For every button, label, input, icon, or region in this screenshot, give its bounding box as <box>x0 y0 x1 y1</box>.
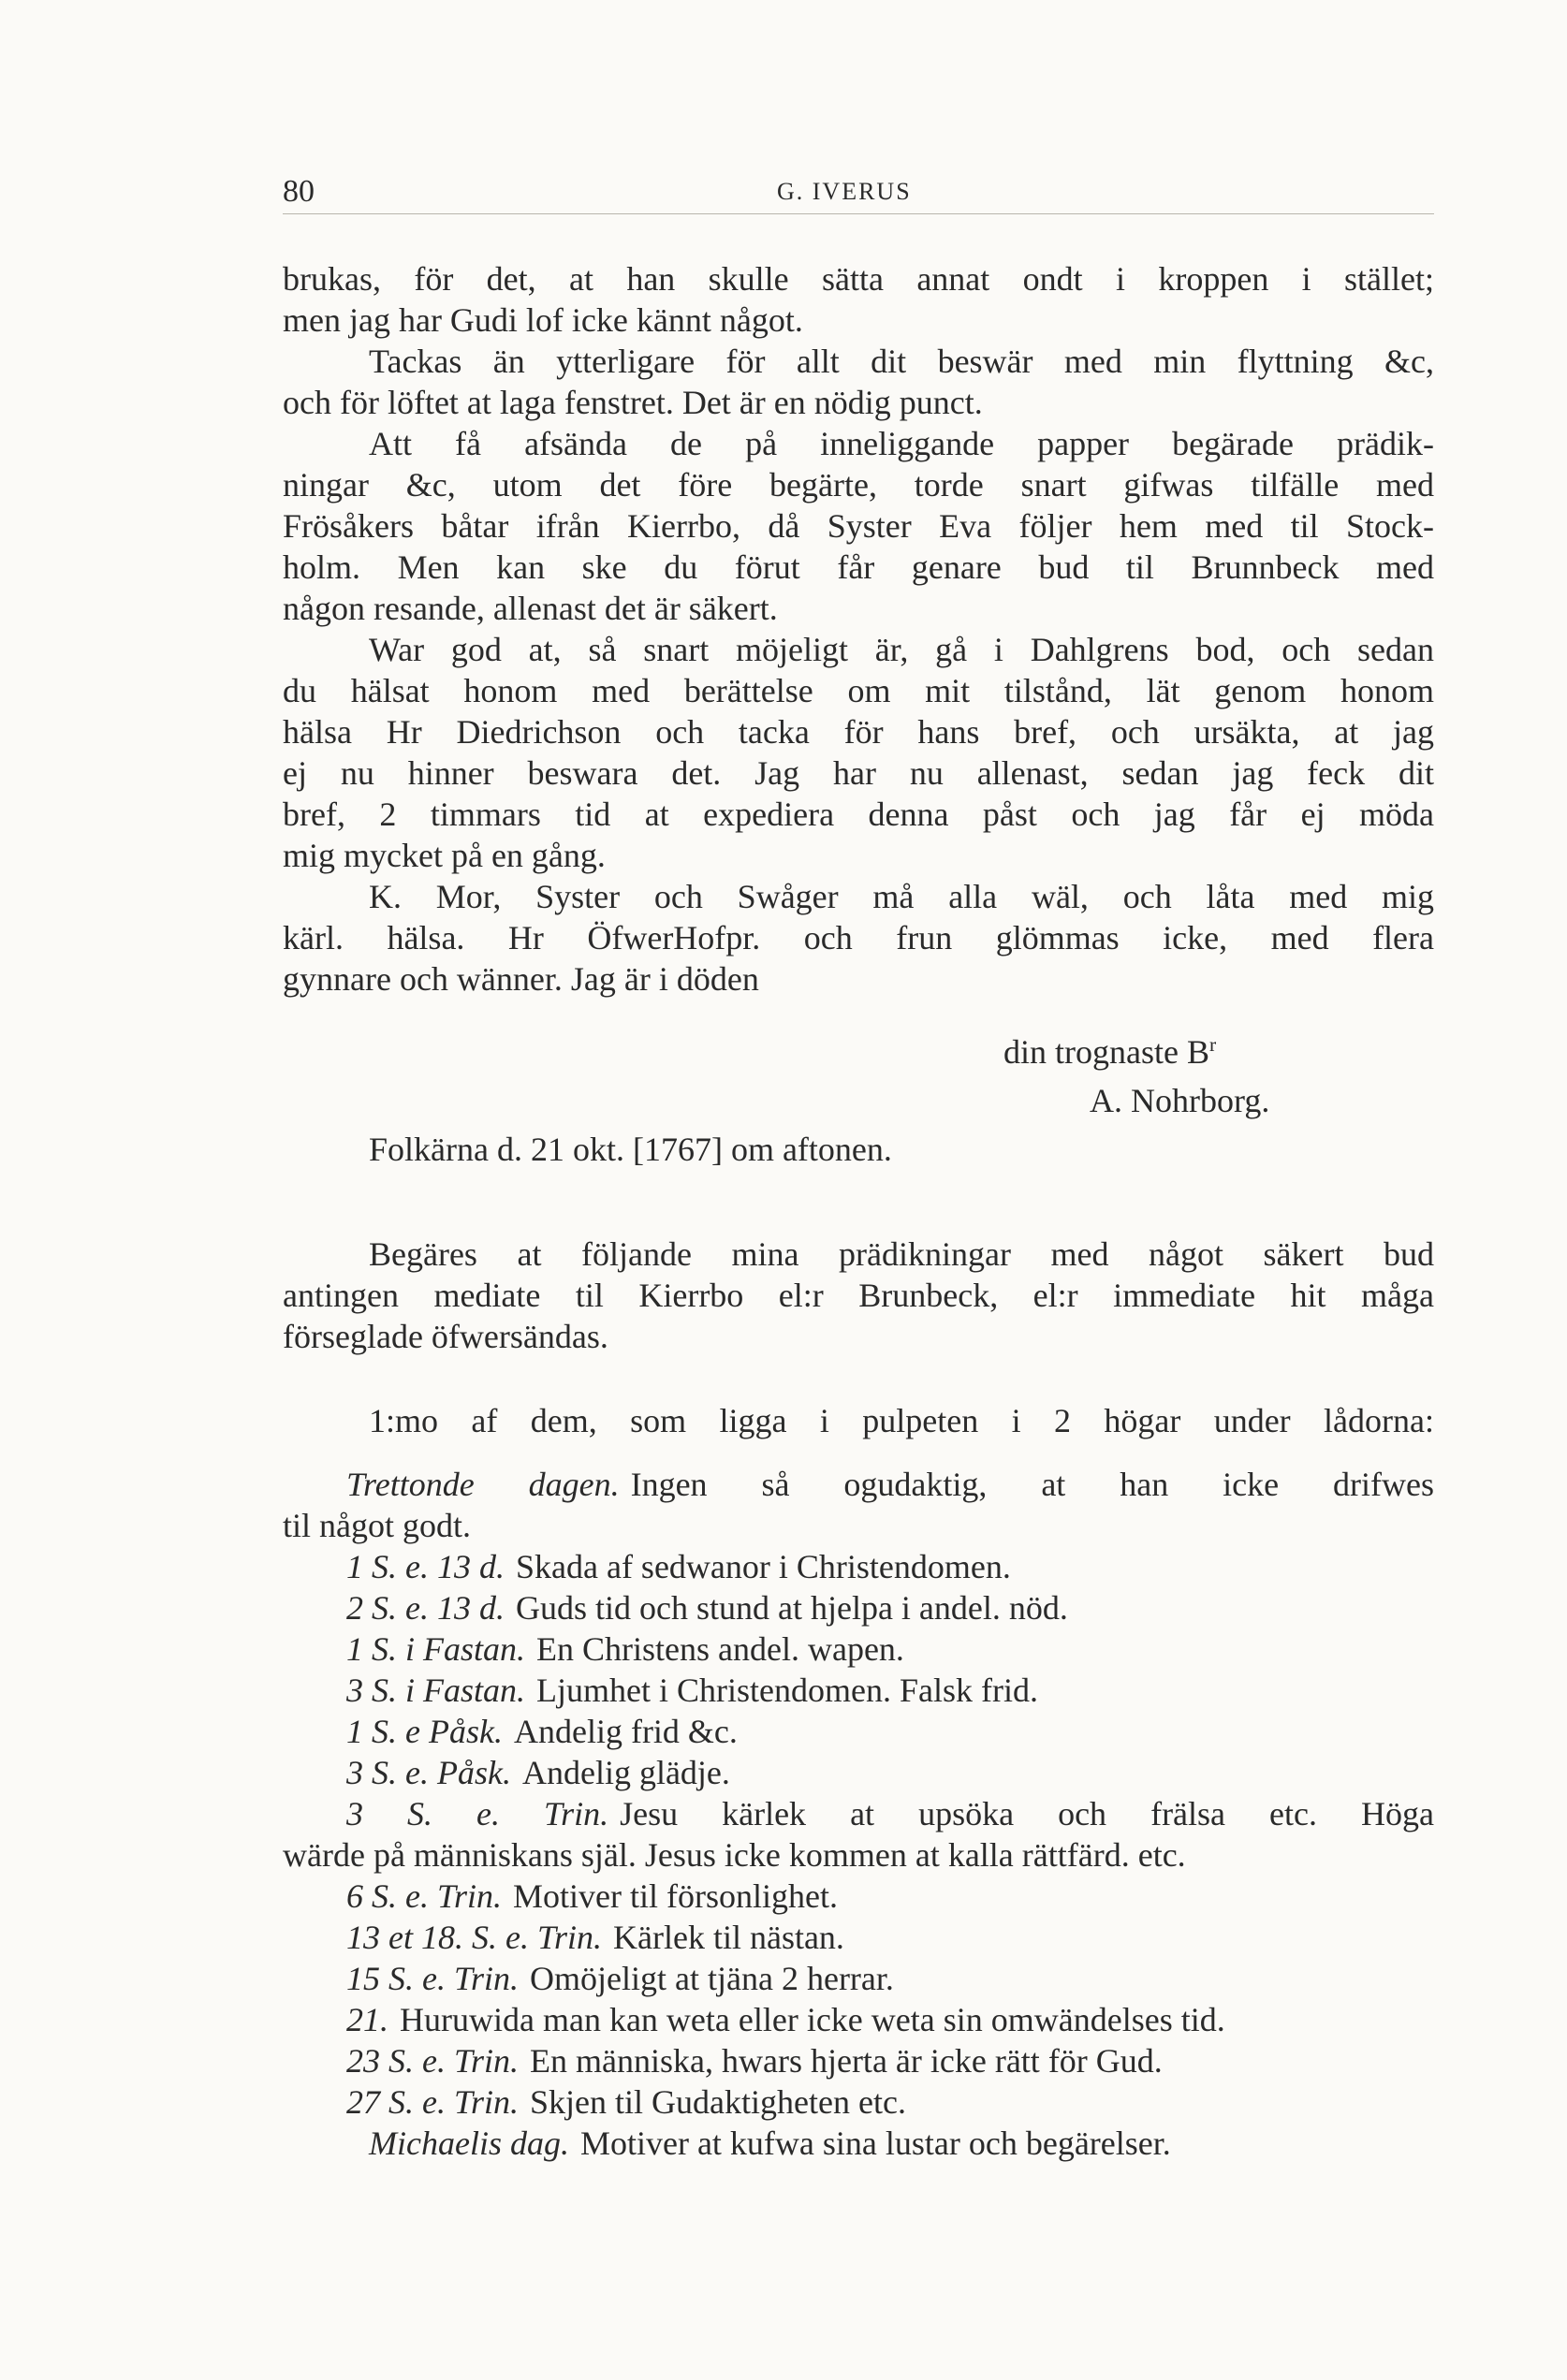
sermon-ref: 13 et 18. S. e. Trin. <box>346 1919 603 1956</box>
text-line: bref, 2 timmars tid at expediera denna påst och jag får ej möda <box>283 796 1434 833</box>
list-item-continuation: wärde på människans själ. Jesus icke kommen at kalla rättfärd. etc. <box>283 1836 1186 1874</box>
text-line: Begäres at följande mina prädikningar med något säkert bud <box>369 1235 1434 1273</box>
sermon-title: Huruwida man kan weta eller icke weta sin omwändelses tid. <box>400 2001 1225 2038</box>
sermon-list <box>283 1464 1434 2164</box>
list-item <box>283 1793 1434 1834</box>
sermon-ref: 1 S. e Påsk. <box>346 1713 503 1750</box>
sermon-title: Skjen til Gudaktigheten etc. <box>530 2083 906 2121</box>
text-line: förseglade öfwersändas. <box>283 1318 608 1355</box>
sermon-ref: 23 S. e. Trin. <box>346 2042 520 2080</box>
sermon-ref: 3 S. i Fastan. <box>346 1672 526 1709</box>
sermon-title: Skada af sedwanor i Christendomen. <box>515 1548 1011 1585</box>
page-number: 80 <box>283 174 315 209</box>
closing-line: din trognaste $B^r$ <box>1003 1033 1217 1071</box>
text-line: 1:mo af dem, som ligga i pulpeten i 2 högar under lådorna: <box>369 1402 1434 1439</box>
sermon-ref: 1 S. e. 13 d. <box>346 1548 505 1585</box>
letter-body <box>283 258 1434 1000</box>
text-line: ningar &c, utom det före begärte, torde snart gifwas tilfälle med <box>283 466 1434 504</box>
text-line: kärl. hälsa. Hr ÖfwerHofpr. och frun glömmas icke, med flera <box>283 919 1434 956</box>
sermon-title: Andelig frid &c. <box>513 1713 738 1750</box>
sermon-title: En Christens andel. wapen. <box>536 1630 904 1668</box>
sermon-ref: 1 S. i Fastan. <box>346 1630 526 1668</box>
list-item <box>283 1752 1434 1793</box>
text-line: hälsa Hr Diedrichson och tacka för hans bref, och ursäkta, at jag <box>283 713 1434 751</box>
list-item <box>283 2123 1434 2164</box>
list-item-continuation: til något godt. <box>283 1507 471 1544</box>
dateline: Folkärna d. 21 okt. [1767] om aftonen. <box>369 1131 892 1168</box>
sermon-title: En människa, hwars hjerta är icke rätt för Gud. <box>530 2042 1163 2080</box>
text-line: ej nu hinner beswara det. Jag har nu allenast, sedan jag feck dit <box>283 754 1434 792</box>
postscript <box>283 1234 1434 1357</box>
list-item <box>283 1628 1434 1670</box>
sermon-title: Motiver at kufwa sina lustar och begärelser. <box>579 2124 1171 2162</box>
list-item <box>283 1670 1434 1711</box>
text-line: Frösåkers båtar ifrån Kierrbo, då Syster Eva följer hem med til Stock- <box>283 507 1434 545</box>
sermon-ref: 2 S. e. 13 d. <box>346 1589 505 1627</box>
list-item <box>283 1587 1434 1628</box>
list-item <box>283 1711 1434 1752</box>
sermon-title: Motiver til försonlighet. <box>513 1877 838 1915</box>
text-line: någon resande, allenast det är säkert. <box>283 590 778 627</box>
sermon-ref: 21. <box>346 2001 388 2038</box>
list-item <box>283 2040 1434 2081</box>
signature: A. Nohrborg. <box>1090 1082 1270 1119</box>
text-line: K. Mor, Syster och Swåger må alla wäl, och låta med mig <box>369 878 1434 915</box>
text-line: gynnare och wänner. Jag är i döden <box>283 960 759 998</box>
sermon-ref: Michaelis dag. <box>369 2124 569 2162</box>
text-line: War god at, så snart möjeligt är, gå i Dahlgrens bod, och sedan <box>369 631 1434 668</box>
text-line: brukas, för det, at han skulle sätta annat ondt i kroppen i stället; <box>283 260 1434 298</box>
list-item <box>283 1917 1434 1958</box>
sermon-title: Omöjeligt at tjäna 2 herrar. <box>530 1960 894 1997</box>
text-line: holm. Men kan ske du förut får genare bud til Brunnbeck med <box>283 548 1434 586</box>
list-item <box>283 1464 1434 1505</box>
page-header <box>283 174 1434 214</box>
sermon-ref: Trettonde dagen. <box>346 1466 620 1503</box>
sermon-title: Jesu kärlek at upsöka och frälsa etc. Höga <box>620 1795 1434 1832</box>
sermon-title: Ingen så ogudaktig, at han icke drifwes <box>630 1466 1434 1503</box>
running-title: G. IVERUS <box>777 178 912 205</box>
sermon-ref: 3 S. e. Trin. <box>346 1795 609 1832</box>
sermon-title: Andelig glädje. <box>521 1754 730 1791</box>
sermon-title: Kärlek til nästan. <box>613 1919 844 1956</box>
sermon-ref: 3 S. e. Påsk. <box>346 1754 511 1791</box>
sermon-ref: 27 S. e. Trin. <box>346 2083 520 2121</box>
list-item <box>283 1876 1434 1917</box>
text-line: och för löftet at laga fenstret. Det är en nödig punct. <box>283 384 983 421</box>
list-item <box>283 1999 1434 2040</box>
text-line: mig mycket på en gång. <box>283 837 606 874</box>
sermon-title: Guds tid och stund at hjelpa i andel. nöd. <box>515 1589 1068 1627</box>
letter-closing <box>283 1028 1434 1174</box>
text-line: Tackas än ytterligare för allt dit beswär med min flyttning &c, <box>369 343 1434 380</box>
list-item <box>283 1958 1434 1999</box>
sermon-title: Ljumhet i Christendomen. Falsk frid. <box>536 1672 1038 1709</box>
sermon-ref: 6 S. e. Trin. <box>346 1877 503 1915</box>
text-line: Att få afsända de på inneliggande papper begärade prädik- <box>369 425 1434 462</box>
list-item <box>283 2081 1434 2123</box>
list-item <box>283 1546 1434 1587</box>
list-intro <box>283 1400 1434 1441</box>
text-line: du hälsat honom med berättelse om mit tilstånd, lät genom honom <box>283 672 1434 709</box>
sermon-ref: 15 S. e. Trin. <box>346 1960 520 1997</box>
text-line: men jag har Gudi lof icke kännt något. <box>283 301 803 339</box>
text-line: antingen mediate til Kierrbo el:r Brunbeck, el:r immediate hit måga <box>283 1277 1434 1314</box>
